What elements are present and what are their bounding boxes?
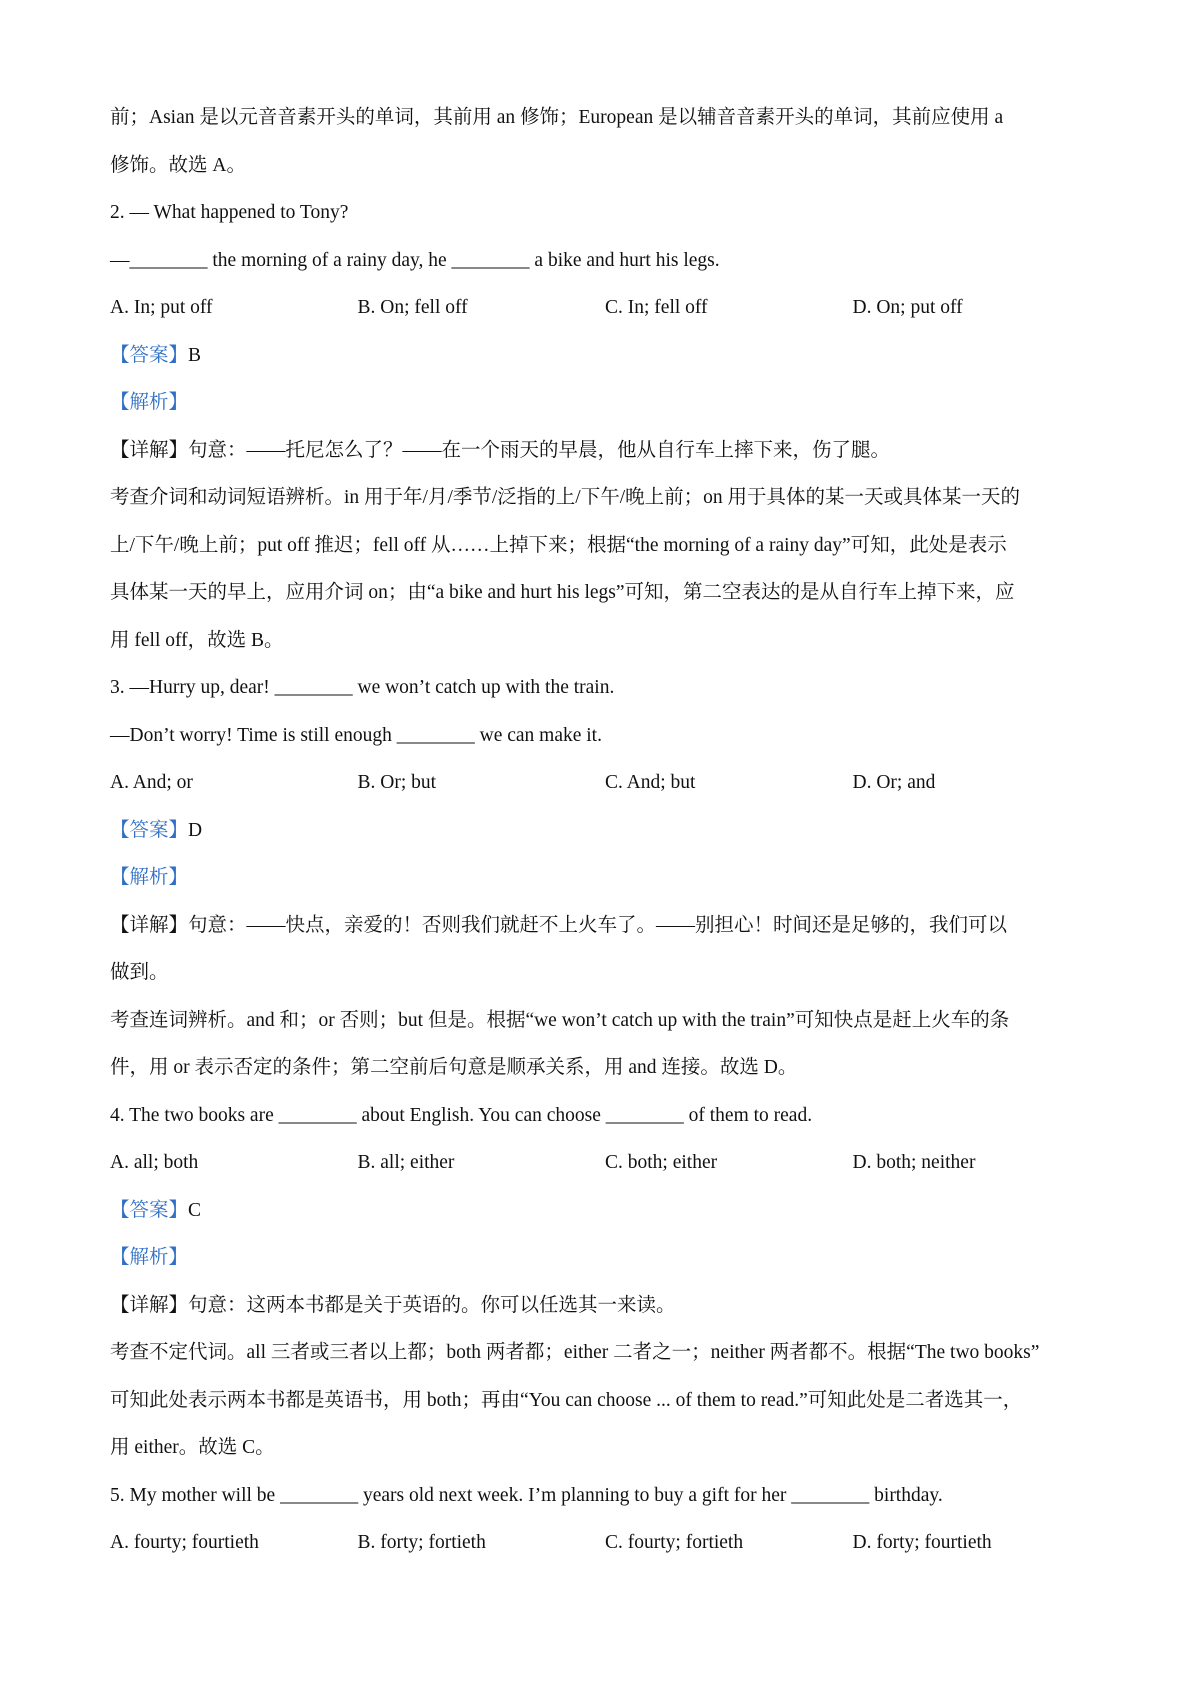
analysis-tag: 【解析】 bbox=[110, 867, 189, 888]
explanation-line: 考查不定代词。all 三者或三者以上都；both 两者都；either 二者之一；neither 两者都不。根据“The two books” bbox=[110, 1342, 1040, 1363]
options-row bbox=[110, 1139, 1100, 1187]
option-a: A. In; put off bbox=[110, 297, 213, 318]
question-stem: —Don’t worry! Time is still enough ________ we can make it. bbox=[110, 724, 602, 746]
detail-line bbox=[110, 1282, 1100, 1330]
explanation-line: 用 either。故选 C。 bbox=[110, 1437, 275, 1458]
answer-tag: 【答案】 bbox=[110, 819, 189, 841]
option-d: D. Or; and bbox=[852, 772, 936, 793]
analysis-tag: 【解析】 bbox=[110, 1247, 189, 1268]
answer-tag: 【答案】 bbox=[110, 1199, 189, 1221]
options-row bbox=[110, 1519, 1100, 1567]
option-c: C. And; but bbox=[605, 772, 696, 793]
detail-line bbox=[110, 427, 1100, 475]
answer-value: B bbox=[188, 344, 202, 366]
intro-line: 前；Asian 是以元音音素开头的单词，其前用 an 修饰；European 是以辅音音素开头的单词，其前应使用 a bbox=[110, 107, 1004, 128]
answer-value: C bbox=[188, 1199, 202, 1221]
detail-text: 句意：——快点，亲爱的！否则我们就赶不上火车了。——别担心！时间还是足够的，我们可以 bbox=[188, 914, 1008, 936]
option-c: C. fourty; fortieth bbox=[605, 1532, 744, 1553]
answer-line bbox=[110, 807, 1100, 855]
option-c: C. both; either bbox=[605, 1152, 718, 1173]
explanation-line: 用 fell off，故选 B。 bbox=[110, 629, 284, 651]
intro-line: 修饰。故选 A。 bbox=[110, 154, 246, 176]
option-d: D. both; neither bbox=[852, 1152, 976, 1173]
option-a: A. all; both bbox=[110, 1152, 199, 1173]
analysis-line bbox=[110, 379, 1100, 427]
analysis-line bbox=[110, 1234, 1100, 1282]
answer-tag: 【答案】 bbox=[110, 344, 189, 366]
detail-tag: 【详解】 bbox=[110, 439, 189, 461]
answer-value: D bbox=[188, 819, 203, 841]
document-content bbox=[110, 94, 1100, 1567]
answer-line bbox=[110, 332, 1100, 380]
question-stem: 2. — What happened to Tony? bbox=[110, 202, 349, 223]
explanation-line: 可知此处表示两本书都是英语书，用 both；再由“You can choose ... of them to read.”可知此处是二者选其一， bbox=[110, 1389, 1023, 1411]
question-3 bbox=[110, 664, 1100, 1092]
explanation-line: 考查连词辨析。and 和；or 否则；but 但是。根据“we won’t catch up with the train”可知快点是赶上火车的条 bbox=[110, 1009, 1010, 1031]
option-b: B. all; either bbox=[357, 1152, 455, 1173]
option-b: B. Or; but bbox=[357, 772, 437, 793]
question-stem: 4. The two books are ________ about English. You can choose ________ of them to read. bbox=[110, 1104, 813, 1126]
option-b: B. forty; fortieth bbox=[357, 1532, 486, 1553]
detail-line-cont: 做到。 bbox=[110, 962, 169, 983]
option-a: A. And; or bbox=[110, 772, 193, 793]
question-2 bbox=[110, 189, 1100, 664]
option-b: B. On; fell off bbox=[357, 297, 468, 318]
explanation-line: 考查介词和动词短语辨析。in 用于年/月/季节/泛指的上/下午/晚上前；on 用于具体的某一天或具体某一天的 bbox=[110, 487, 1021, 508]
question-5 bbox=[110, 1472, 1100, 1567]
detail-tag: 【详解】 bbox=[110, 914, 189, 936]
analysis-tag: 【解析】 bbox=[110, 392, 189, 413]
option-a: A. fourty; fourtieth bbox=[110, 1532, 259, 1553]
detail-line bbox=[110, 902, 1100, 950]
question-stem: 5. My mother will be ________ years old next week. I’m planning to buy a gift for her ________ birthday. bbox=[110, 1484, 943, 1506]
option-d: D. forty; fourtieth bbox=[852, 1532, 992, 1553]
option-c: C. In; fell off bbox=[605, 297, 708, 318]
analysis-line bbox=[110, 854, 1100, 902]
question-4 bbox=[110, 1092, 1100, 1472]
options-row bbox=[110, 759, 1100, 807]
option-d: D. On; put off bbox=[852, 297, 963, 318]
detail-text: 句意：这两本书都是关于英语的。你可以任选其一来读。 bbox=[188, 1294, 676, 1316]
explanation-line: 具体某一天的早上，应用介词 on；由“a bike and hurt his legs”可知，第二空表达的是从自行车上掉下来，应 bbox=[110, 582, 1015, 603]
detail-tag: 【详解】 bbox=[110, 1294, 189, 1316]
question-stem: —________ the morning of a rainy day, he ________ a bike and hurt his legs. bbox=[110, 249, 720, 271]
question-stem: 3. —Hurry up, dear! ________ we won’t catch up with the train. bbox=[110, 677, 615, 698]
options-row bbox=[110, 284, 1100, 332]
explanation-line: 件，用 or 表示否定的条件；第二空前后句意是顺承关系，用 and 连接。故选 D。 bbox=[110, 1057, 798, 1078]
answer-line bbox=[110, 1187, 1100, 1235]
explanation-line: 上/下午/晚上前；put off 推迟；fell off 从……上掉下来；根据“the morning of a rainy day”可知，此处是表示 bbox=[110, 534, 1007, 556]
detail-text: 句意：——托尼怎么了？——在一个雨天的早晨，他从自行车上摔下来，伤了腿。 bbox=[188, 439, 891, 461]
